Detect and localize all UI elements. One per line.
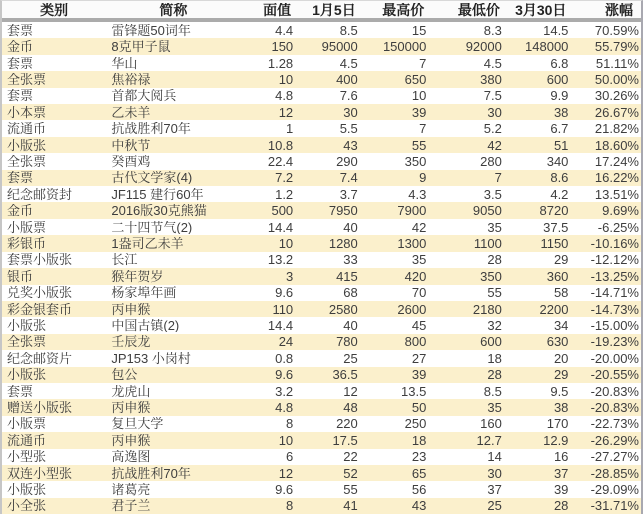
cell-high: 45 <box>411 319 427 333</box>
table-row <box>2 367 641 383</box>
cell-category: 小版票 <box>7 417 47 431</box>
table-row <box>2 301 641 317</box>
cell-change: 16.22% <box>594 171 639 185</box>
cell-mar30: 340 <box>546 154 569 168</box>
cell-face-value: 10.8 <box>267 138 294 152</box>
cell-category: 纪念邮资片 <box>7 351 73 365</box>
cell-category: 纪念邮资封 <box>7 187 73 201</box>
cell-jan5: 40 <box>343 220 358 234</box>
cell-name: 包公 <box>111 368 138 382</box>
cell-name: 雷锋题50词年 <box>111 23 191 37</box>
cell-jan5: 5.5 <box>339 122 358 136</box>
cell-category: 全张票 <box>7 335 47 349</box>
table-row <box>2 153 641 169</box>
cell-face-value: 10 <box>278 433 294 447</box>
cell-face-value: 12 <box>278 105 294 119</box>
cell-change: -20.00% <box>590 351 639 365</box>
cell-low: 3.5 <box>483 187 502 201</box>
cell-jan5: 40 <box>343 319 358 333</box>
cell-high: 250 <box>404 417 427 431</box>
table-row <box>2 202 641 218</box>
cell-low: 37 <box>487 483 502 497</box>
cell-face-value: 10 <box>278 236 294 250</box>
cell-jan5: 8.5 <box>339 23 358 37</box>
cell-low: 28 <box>487 253 502 267</box>
table-body <box>2 22 641 514</box>
cell-name: 中秋节 <box>111 138 151 152</box>
cell-low: 280 <box>480 154 502 168</box>
cell-high: 18 <box>411 433 427 447</box>
cell-high: 27 <box>411 351 427 365</box>
cell-low: 30 <box>487 466 502 480</box>
cell-category: 套票小版张 <box>7 253 73 267</box>
cell-low: 5.2 <box>483 122 502 136</box>
cell-name: 中国古镇(2) <box>111 319 180 333</box>
cell-name: 1盎司乙未羊 <box>111 236 184 250</box>
table-row <box>2 317 641 333</box>
table-row <box>2 186 641 202</box>
table-row <box>2 465 641 481</box>
cell-change: -29.09% <box>590 483 639 497</box>
cell-category: 套票 <box>7 56 34 70</box>
cell-change: 30.26% <box>594 89 639 103</box>
cell-jan5: 36.5 <box>332 368 358 382</box>
cell-jan5: 1280 <box>328 236 358 250</box>
cell-name: 壬辰龙 <box>111 335 151 349</box>
cell-mar30: 1150 <box>540 236 569 250</box>
cell-low: 25 <box>487 499 502 513</box>
cell-jan5: 290 <box>336 154 358 168</box>
cell-mar30: 4.2 <box>550 187 569 201</box>
cell-name: 高逸图 <box>111 450 151 464</box>
cell-jan5: 48 <box>343 401 358 415</box>
cell-category: 小全张 <box>7 499 47 513</box>
cell-category: 流通币 <box>7 122 47 136</box>
cell-face-value: 1 <box>285 122 294 136</box>
cell-change: -20.55% <box>590 368 639 382</box>
cell-face-value: 8 <box>285 499 294 513</box>
cell-high: 42 <box>411 220 427 234</box>
cell-change: -13.25% <box>590 269 639 283</box>
cell-name: 华山 <box>111 56 138 70</box>
cell-face-value: 14.4 <box>267 319 294 333</box>
cell-face-value: 9.6 <box>275 368 294 382</box>
cell-low: 32 <box>487 319 502 333</box>
cell-high: 7 <box>419 56 427 70</box>
cell-change: 18.60% <box>594 138 639 152</box>
cell-face-value: 8 <box>285 417 294 431</box>
cell-jan5: 415 <box>336 269 358 283</box>
cell-jan5: 7.6 <box>339 89 358 103</box>
cell-mar30: 2200 <box>539 302 569 316</box>
cell-jan5: 220 <box>336 417 358 431</box>
cell-high: 7 <box>419 122 427 136</box>
cell-high: 65 <box>411 466 427 480</box>
cell-change: -27.27% <box>590 450 639 464</box>
header-mar30: 3月30日 <box>515 2 567 17</box>
cell-low: 42 <box>487 138 502 152</box>
cell-mar30: 51 <box>553 138 569 152</box>
cell-name: 猴年贺岁 <box>111 269 164 283</box>
table-row <box>2 219 641 235</box>
cell-change: -19.23% <box>590 335 639 349</box>
cell-high: 70 <box>411 286 427 300</box>
cell-low: 30 <box>487 105 502 119</box>
cell-mar30: 16 <box>553 450 569 464</box>
cell-mar30: 37.5 <box>543 220 569 234</box>
cell-mar30: 37 <box>553 466 569 480</box>
cell-name: 杨家埠年画 <box>111 286 177 300</box>
cell-high: 9 <box>419 171 427 185</box>
cell-category: 全张票 <box>7 154 47 168</box>
table-row <box>2 137 641 153</box>
cell-face-value: 3.2 <box>275 384 294 398</box>
cell-high: 50 <box>411 401 427 415</box>
table-row <box>2 235 641 251</box>
cell-high: 2600 <box>397 302 427 316</box>
cell-jan5: 41 <box>343 499 358 513</box>
table-row <box>2 449 641 465</box>
cell-change: 50.00% <box>594 72 639 86</box>
cell-category: 小版张 <box>7 138 47 152</box>
cell-category: 金币 <box>7 40 34 54</box>
cell-category: 双连小型张 <box>7 466 73 480</box>
cell-change: -14.73% <box>590 302 639 316</box>
cell-category: 套票 <box>7 171 34 185</box>
cell-face-value: 4.8 <box>275 89 294 103</box>
cell-category: 赠送小版张 <box>7 401 73 415</box>
table-row <box>2 88 641 104</box>
cell-low: 380 <box>480 72 502 86</box>
cell-change: -12.12% <box>590 253 639 267</box>
cell-low: 350 <box>480 269 502 283</box>
cell-change: 21.82% <box>594 122 639 136</box>
header-change: 涨幅 <box>605 2 634 17</box>
cell-change: -31.71% <box>590 499 639 513</box>
cell-name: 首都大阅兵 <box>111 89 177 103</box>
cell-jan5: 68 <box>343 286 358 300</box>
cell-jan5: 52 <box>343 466 358 480</box>
cell-low: 2180 <box>472 302 502 316</box>
cell-mar30: 38 <box>553 105 569 119</box>
cell-low: 160 <box>480 417 502 431</box>
cell-mar30: 12.9 <box>543 433 569 447</box>
cell-change: -22.73% <box>590 417 639 431</box>
cell-jan5: 2580 <box>328 302 358 316</box>
cell-name: 抗战胜利70年 <box>111 466 191 480</box>
cell-high: 56 <box>411 483 427 497</box>
cell-mar30: 600 <box>546 72 569 86</box>
header-name: 简称 <box>159 2 188 17</box>
cell-face-value: 3 <box>285 269 294 283</box>
cell-face-value: 6 <box>285 450 294 464</box>
cell-mar30: 29 <box>553 368 569 382</box>
cell-mar30: 8720 <box>539 204 569 218</box>
cell-name: 丙申猴 <box>111 401 151 415</box>
cell-mar30: 148000 <box>525 40 569 54</box>
cell-high: 39 <box>411 368 427 382</box>
cell-face-value: 24 <box>278 335 294 349</box>
cell-jan5: 30 <box>343 105 358 119</box>
cell-face-value: 1.28 <box>267 56 294 70</box>
cell-face-value: 0.8 <box>275 351 294 365</box>
cell-mar30: 170 <box>546 417 569 431</box>
table-row <box>2 252 641 268</box>
cell-low: 8.3 <box>483 23 502 37</box>
cell-high: 800 <box>404 335 427 349</box>
cell-high: 1300 <box>397 236 427 250</box>
cell-face-value: 7.2 <box>275 171 294 185</box>
cell-change: 26.67% <box>594 105 639 119</box>
cell-jan5: 55 <box>343 483 358 497</box>
cell-mar30: 6.8 <box>550 56 569 70</box>
cell-jan5: 3.7 <box>339 187 358 201</box>
cell-high: 43 <box>411 499 427 513</box>
cell-mar30: 39 <box>553 483 569 497</box>
cell-face-value: 4.4 <box>275 23 294 37</box>
cell-category: 彩金银套币 <box>7 302 73 316</box>
table-row <box>2 38 641 54</box>
cell-change: -26.29% <box>590 433 639 447</box>
table-row <box>2 498 641 514</box>
cell-change: 51.11% <box>595 56 639 70</box>
cell-jan5: 12 <box>343 384 358 398</box>
table-row <box>2 416 641 432</box>
cell-name: 丙申猴 <box>111 433 151 447</box>
cell-mar30: 6.7 <box>550 122 569 136</box>
cell-face-value: 14.4 <box>267 220 294 234</box>
cell-mar30: 34 <box>553 319 569 333</box>
cell-low: 28 <box>487 368 502 382</box>
cell-high: 650 <box>404 72 427 86</box>
cell-face-value: 9.6 <box>275 286 294 300</box>
cell-face-value: 12 <box>278 466 294 480</box>
cell-category: 金币 <box>7 204 34 218</box>
cell-mar30: 630 <box>546 335 569 349</box>
cell-high: 35 <box>411 253 427 267</box>
cell-low: 14 <box>487 450 502 464</box>
cell-low: 7.5 <box>483 89 502 103</box>
cell-change: 55.79% <box>594 40 639 54</box>
cell-low: 1100 <box>473 236 502 250</box>
cell-low: 8.5 <box>483 384 502 398</box>
cell-name: 丙申猴 <box>111 302 151 316</box>
table-row <box>2 285 641 301</box>
table-row <box>2 350 641 366</box>
cell-high: 15 <box>411 23 427 37</box>
cell-face-value: 9.6 <box>275 483 294 497</box>
cell-mar30: 360 <box>546 269 569 283</box>
cell-jan5: 22 <box>343 450 358 464</box>
cell-jan5: 95000 <box>321 40 358 54</box>
cell-low: 35 <box>487 220 502 234</box>
cell-low: 12.7 <box>476 433 502 447</box>
cell-name: 2016版30克熊猫 <box>111 204 207 218</box>
cell-face-value: 110 <box>272 302 294 316</box>
cell-low: 600 <box>480 335 502 349</box>
cell-change: -28.85% <box>590 466 639 480</box>
table-row <box>2 399 641 415</box>
table-row <box>2 334 641 350</box>
table-row <box>2 432 641 448</box>
cell-category: 小本票 <box>7 105 47 119</box>
cell-high: 150000 <box>382 40 427 54</box>
table-header-row <box>2 1 641 22</box>
cell-change: -20.83% <box>590 384 639 398</box>
cell-name: JP153 小岗村 <box>111 351 191 365</box>
cell-high: 23 <box>411 450 427 464</box>
cell-high: 55 <box>411 138 427 152</box>
table-row <box>2 22 641 38</box>
cell-mar30: 38 <box>553 401 569 415</box>
cell-face-value: 13.2 <box>267 253 294 267</box>
cell-change: -20.83% <box>590 401 639 415</box>
cell-low: 55 <box>487 286 502 300</box>
table-row <box>2 71 641 87</box>
cell-change: -15.00% <box>590 319 639 333</box>
cell-low: 92000 <box>465 40 502 54</box>
cell-mar30: 58 <box>553 286 569 300</box>
cell-face-value: 10 <box>278 72 294 86</box>
cell-jan5: 400 <box>336 72 358 86</box>
cell-category: 小版票 <box>7 220 47 234</box>
cell-name: 癸酉鸡 <box>111 154 151 168</box>
cell-face-value: 150 <box>271 40 294 54</box>
cell-jan5: 25 <box>343 351 358 365</box>
cell-category: 彩银币 <box>7 236 47 250</box>
table-row <box>2 170 641 186</box>
cell-low: 7 <box>494 171 502 185</box>
cell-name: 长江 <box>111 253 138 267</box>
cell-jan5: 7.4 <box>339 171 358 185</box>
cell-high: 4.3 <box>408 187 427 201</box>
cell-face-value: 4.8 <box>275 401 294 415</box>
cell-low: 18 <box>487 351 502 365</box>
table-row <box>2 481 641 497</box>
cell-name: 龙虎山 <box>111 384 151 398</box>
cell-mar30: 8.6 <box>550 171 569 185</box>
cell-face-value: 500 <box>271 204 294 218</box>
header-jan5: 1月5日 <box>312 2 356 17</box>
cell-mar30: 28 <box>553 499 569 513</box>
cell-jan5: 780 <box>336 335 358 349</box>
table-row <box>2 120 641 136</box>
cell-change: 70.59% <box>594 23 639 37</box>
cell-category: 小版张 <box>7 483 47 497</box>
cell-category: 兑奖小版张 <box>7 286 73 300</box>
cell-jan5: 43 <box>343 138 358 152</box>
header-high: 最高价 <box>382 2 425 17</box>
cell-face-value: 1.2 <box>275 187 294 201</box>
cell-change: -10.16% <box>590 236 639 250</box>
header-category: 类别 <box>40 2 69 17</box>
cell-face-value: 22.4 <box>267 154 294 168</box>
cell-category: 套票 <box>7 89 34 103</box>
cell-high: 350 <box>404 154 427 168</box>
cell-category: 套票 <box>7 384 34 398</box>
header-face-value: 面值 <box>263 2 292 17</box>
table-row <box>2 55 641 71</box>
cell-name: 抗战胜利70年 <box>111 122 191 136</box>
cell-category: 小型张 <box>7 450 47 464</box>
cell-category: 小版张 <box>7 368 47 382</box>
cell-name: 诸葛亮 <box>111 483 151 497</box>
cell-high: 7900 <box>397 204 427 218</box>
cell-name: 8克甲子鼠 <box>111 40 171 54</box>
cell-mar30: 9.9 <box>550 89 569 103</box>
cell-name: 二十四节气(2) <box>111 220 193 234</box>
cell-name: 复旦大学 <box>111 417 164 431</box>
cell-change: -6.25% <box>597 220 639 234</box>
cell-name: 乙未羊 <box>111 105 151 119</box>
cell-name: 古代文学家(4) <box>111 171 193 185</box>
cell-mar30: 14.5 <box>543 23 569 37</box>
cell-high: 13.5 <box>401 384 427 398</box>
cell-low: 4.5 <box>483 56 502 70</box>
cell-name: JF115 建行60年 <box>111 187 204 201</box>
cell-low: 9050 <box>472 204 502 218</box>
cell-category: 小版张 <box>7 319 47 333</box>
cell-high: 10 <box>411 89 427 103</box>
cell-jan5: 33 <box>343 253 358 267</box>
cell-change: -14.71% <box>590 286 639 300</box>
cell-change: 17.24% <box>594 154 639 168</box>
cell-mar30: 20 <box>553 351 569 365</box>
cell-low: 35 <box>487 401 502 415</box>
cell-name: 焦裕禄 <box>111 72 151 86</box>
cell-mar30: 9.5 <box>550 384 569 398</box>
table-row <box>2 268 641 284</box>
cell-category: 流通币 <box>7 433 47 447</box>
cell-change: 9.69% <box>602 204 639 218</box>
cell-category: 银币 <box>7 269 34 283</box>
table-row <box>2 104 641 120</box>
cell-change: 13.51% <box>594 187 639 201</box>
cell-high: 39 <box>411 105 427 119</box>
cell-jan5: 17.5 <box>332 433 358 447</box>
cell-category: 全张票 <box>7 72 47 86</box>
cell-jan5: 7950 <box>328 204 358 218</box>
cell-mar30: 29 <box>553 253 569 267</box>
cell-name: 君子兰 <box>111 499 151 513</box>
header-low: 最低价 <box>457 2 500 17</box>
cell-high: 420 <box>404 269 427 283</box>
cell-category: 套票 <box>7 23 34 37</box>
table-row <box>2 383 641 399</box>
cell-jan5: 4.5 <box>339 56 358 70</box>
